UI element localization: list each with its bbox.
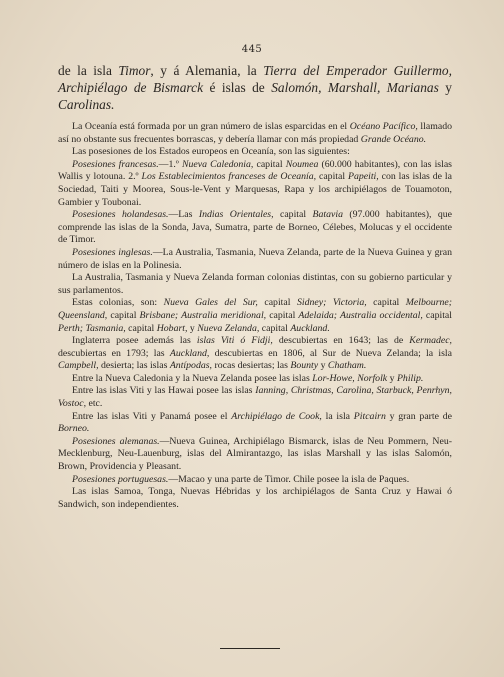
italic-text: Nueva Caledonia, bbox=[181, 158, 254, 170]
italic-text: Melbourne; Queensland, bbox=[58, 297, 453, 321]
text-run: etc. bbox=[86, 398, 103, 410]
paragraph bbox=[58, 335, 452, 373]
text-run: de la isla bbox=[58, 63, 119, 78]
text-run: descubiertas en 1806, al Sur de Nueva Zelanda; la isla bbox=[209, 347, 452, 359]
italic-text: Adelaida; Australia occidental, bbox=[298, 309, 423, 321]
text-run: capital bbox=[422, 309, 452, 321]
text-run: capital bbox=[366, 297, 406, 309]
text-run: descubiertas en 1643; las de bbox=[272, 335, 410, 347]
italic-text: Posesiones portuguesas. bbox=[72, 473, 169, 485]
paragraph bbox=[58, 385, 452, 410]
text-run: (60.000 habitantes), con las islas Wallis y lotouna. 2.º bbox=[58, 158, 452, 183]
italic-text: Philip. bbox=[396, 372, 424, 384]
paragraph bbox=[58, 146, 452, 159]
text-run: capital bbox=[259, 322, 291, 334]
italic-text: Perth; Tasmania, bbox=[58, 322, 126, 334]
text-run: con las islas de la Sociedad, Taiti y Moorea, Sous-le-Vent y Marquesas, Rapa y los archipiélagos de Touamoton, Gambier y Toubonai. bbox=[58, 171, 452, 208]
text-run: Entre las islas Viti y las Hawai posee las islas bbox=[72, 385, 256, 397]
italic-text: Borneo. bbox=[58, 423, 90, 435]
italic-text: Posesiones holandesas. bbox=[72, 209, 169, 221]
text-run: é islas de bbox=[203, 80, 272, 95]
section-paragraph bbox=[58, 209, 452, 247]
italic-text: Batavia bbox=[312, 209, 343, 221]
text-run: Estas colonias, son: bbox=[72, 297, 164, 309]
italic-text: Carolinas. bbox=[58, 97, 115, 112]
text-run: —La Australia, Tasmania, Nueva Zelanda, parte de la Nueva Guinea y gran número de islas en la Polinesia. bbox=[58, 246, 452, 271]
text-run: , y á Alemania, la bbox=[150, 63, 264, 78]
text-run: capital bbox=[273, 209, 313, 221]
italic-text: Posesiones francesas. bbox=[72, 158, 159, 170]
italic-text: Pitcairn bbox=[353, 410, 386, 422]
text-run: capital bbox=[257, 297, 297, 309]
text-run: la isla bbox=[321, 410, 354, 422]
italic-text: Sidney; Victoria, bbox=[296, 297, 367, 309]
lead-paragraph bbox=[58, 62, 452, 113]
text-run: Las posesiones de los Estados europeos en Oceanía, son las siguientes: bbox=[72, 146, 350, 158]
text-run: La Australia, Tasmania y Nueva Zelanda forman colonias distintas, con su gobierno particular y sus parlamentos. bbox=[58, 272, 452, 296]
text-run: Entre la Nueva Caledonia y la Nueva Zelanda posee las islas bbox=[72, 372, 313, 384]
paragraph bbox=[58, 121, 452, 146]
text-run: capital bbox=[316, 171, 348, 183]
italic-text: Posesiones alemanas. bbox=[72, 435, 160, 447]
text-run: capital bbox=[107, 309, 140, 321]
italic-text: Salomón, Marshall, Marianas bbox=[271, 80, 439, 95]
section-paragraph bbox=[58, 436, 452, 474]
italic-text: Posesiones inglesas. bbox=[72, 246, 153, 258]
italic-text: Lor-Howe, Norfolk bbox=[312, 372, 388, 384]
paragraph bbox=[58, 486, 452, 511]
text-run: Entre las islas Viti y Panamá posee el bbox=[72, 410, 232, 422]
italic-text: Campbell, bbox=[58, 360, 99, 372]
text-run: Las islas Samoa, Tonga, Nuevas Hébridas y los archipiélagos de Santa Cruz y Hawai ó Sandwich, son independientes. bbox=[58, 486, 452, 510]
text-run: capital bbox=[125, 322, 157, 334]
text-run: capital bbox=[253, 158, 286, 170]
text-run: (97.000 habitantes), que comprende las islas de la Sonda, Java, Sumatra, parte de Borneo, Célebes, Molucas y el occidente de Timor. bbox=[58, 209, 452, 246]
italic-text: Bounty bbox=[290, 360, 319, 372]
paragraph bbox=[58, 297, 452, 335]
text-run: capital bbox=[266, 309, 299, 321]
text-run: descubiertas en 1793; las bbox=[58, 347, 170, 359]
paragraph bbox=[58, 411, 452, 436]
italic-text: Kermadec, bbox=[409, 335, 453, 347]
text-run: desierta; las islas bbox=[98, 360, 170, 372]
text-run: La Oceanía está formada por un gran número de islas esparcidas en el bbox=[72, 121, 350, 132]
italic-text: Indias Orientales, bbox=[198, 209, 274, 221]
text-run: llamado así no obstante sus frecuentes borrascas, y debería llamar con más propiedad bbox=[58, 121, 452, 145]
italic-text: Archipiélago de Cook, bbox=[231, 410, 322, 422]
text-run: y gran parte de bbox=[385, 410, 452, 422]
text-run: Inglaterra posee además las bbox=[72, 335, 197, 347]
italic-text: Noumea bbox=[285, 158, 319, 170]
paragraph bbox=[58, 373, 452, 386]
italic-text: Auckland, bbox=[169, 347, 210, 359]
text-run: —Macao y una parte de Timor. Chile posee la isla de Paques. bbox=[168, 473, 410, 485]
page-body bbox=[58, 62, 452, 511]
text-run: —1.º bbox=[158, 158, 182, 170]
text-run: —Las bbox=[168, 209, 199, 221]
page-number: 445 bbox=[241, 44, 263, 55]
italic-text: islas Viti ó Fidji, bbox=[196, 335, 273, 347]
section-paragraph bbox=[58, 474, 452, 487]
italic-text: Brisbane; Australia meridional, bbox=[139, 309, 267, 321]
italic-text: Chatham. bbox=[327, 360, 367, 372]
text-run: y bbox=[438, 80, 452, 95]
paragraph bbox=[58, 272, 452, 297]
italic-text: Nueva Zelanda, bbox=[197, 322, 260, 334]
italic-text: Hobart, bbox=[156, 322, 188, 334]
italic-text: Timor bbox=[118, 63, 151, 78]
italic-text: Nueva Gales del Sur, bbox=[163, 297, 258, 309]
text-run: —Nueva Guinea, Archipiélago Bismarck, islas de Neu Pommern, Neu-Mecklenburg, Neu-Lauenburg, islas del Almirantazgo, las islas Marshall y las islas Salomón, Brown, Providencia y Pleasant. bbox=[58, 435, 452, 473]
italic-text: Antípodas, bbox=[169, 360, 213, 372]
closing-rule bbox=[220, 648, 280, 649]
text-run: y bbox=[187, 322, 198, 334]
italic-text: Ianning, Christmas, Carolina, Starbuck, Penrhyn, Vostoc, bbox=[58, 385, 452, 410]
section-paragraph bbox=[58, 247, 452, 272]
italic-text: Océano Pacífico, bbox=[349, 121, 418, 132]
italic-text: Grande Océano. bbox=[360, 133, 427, 145]
text-run: rocas desiertas; las bbox=[212, 360, 291, 372]
section-paragraph bbox=[58, 159, 452, 209]
italic-text: Auckland. bbox=[290, 322, 330, 334]
text-run: y bbox=[318, 360, 328, 372]
italic-text: Los Establecimientos franceses de Oceanía, bbox=[141, 171, 317, 183]
text-run: y bbox=[387, 372, 397, 384]
italic-text: Tierra del Emperador Guillermo, Archipiélago de Bismarck bbox=[58, 63, 452, 95]
italic-text: Papeiti, bbox=[347, 171, 379, 183]
paragraph-list bbox=[58, 121, 452, 511]
